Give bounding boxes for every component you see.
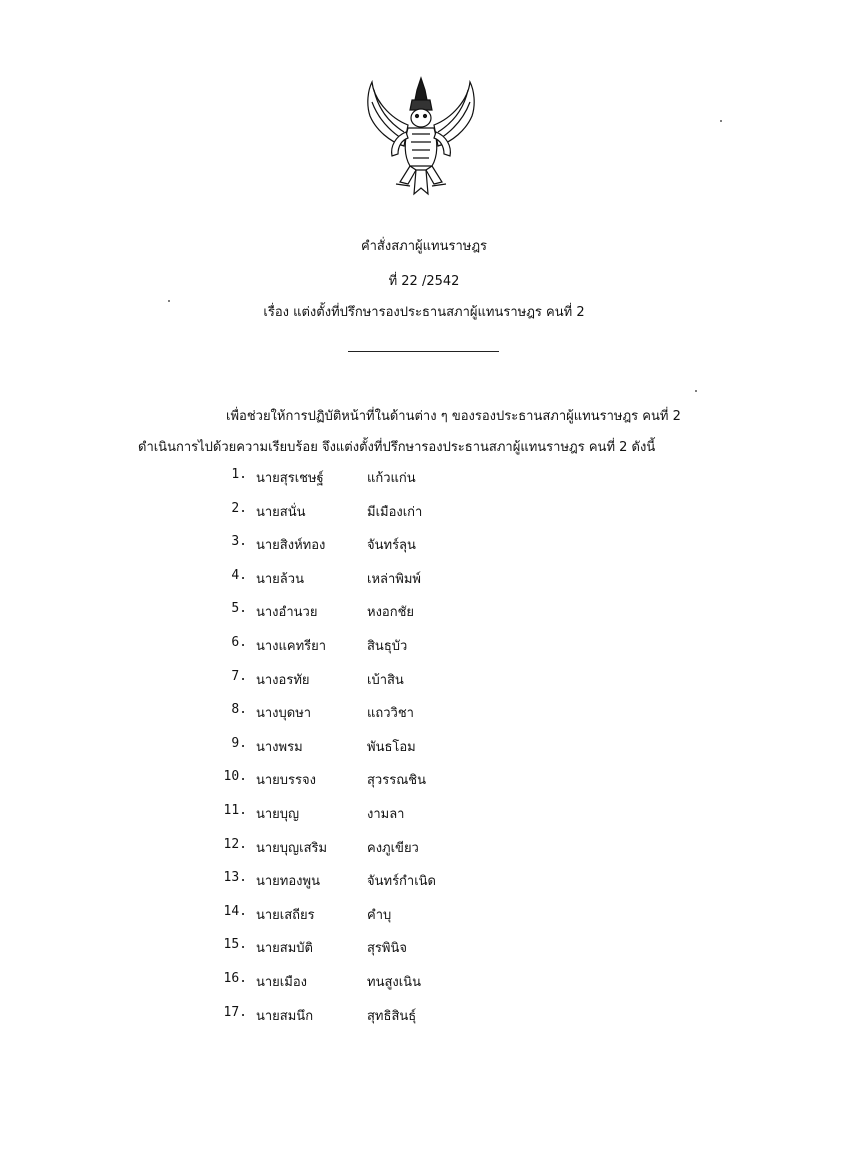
last-name: สุวรรณชิน bbox=[367, 773, 426, 789]
last-name: มีเมืองเก่า bbox=[367, 504, 423, 520]
list-item bbox=[0, 534, 848, 556]
last-name: แถววิชา bbox=[367, 706, 414, 722]
last-name: เบ้าสิน bbox=[367, 672, 404, 688]
last-name: งามลา bbox=[367, 807, 405, 822]
garuda-emblem-icon bbox=[360, 70, 482, 200]
list-item bbox=[0, 736, 848, 758]
item-number: 11. bbox=[223, 803, 247, 818]
first-name: นางอำนวย bbox=[256, 605, 318, 621]
last-name: แก้วแก่น bbox=[367, 471, 416, 486]
item-number: 4. bbox=[231, 567, 247, 583]
last-name: สินธุบัว bbox=[367, 639, 408, 654]
first-name: นายบรรจง bbox=[256, 773, 316, 789]
first-name: นางแคทรียา bbox=[256, 639, 327, 654]
item-number: 6. bbox=[231, 635, 247, 650]
item-number: 3. bbox=[231, 534, 247, 550]
first-name: นายเสถียร bbox=[256, 907, 315, 923]
first-name: นายสนั่น bbox=[256, 504, 306, 520]
item-number: 10. bbox=[223, 769, 247, 785]
item-number: 9. bbox=[231, 735, 247, 751]
list-item bbox=[0, 971, 848, 993]
first-name: นายสุรเชษฐ์ bbox=[256, 471, 324, 486]
item-number: 1. bbox=[231, 467, 247, 482]
first-name: นางบุดษา bbox=[256, 706, 312, 722]
scan-speck bbox=[720, 120, 722, 122]
item-number: 8. bbox=[231, 702, 247, 718]
item-number: 15. bbox=[223, 937, 247, 953]
list-item bbox=[0, 635, 848, 657]
list-item bbox=[0, 769, 848, 791]
list-item bbox=[0, 870, 848, 892]
paragraph-line-2: ดำเนินการไปด้วยความเรียบร้อย จึงแต่งตั้งที่ปรึกษารองประธานสภาผู้แทนราษฎร คนที่ 2 ดังนี้ bbox=[138, 440, 656, 455]
item-number: 13. bbox=[223, 870, 247, 886]
paragraph-line-1: เพื่อช่วยให้การปฏิบัติหน้าที่ในด้านต่าง ๆ ของรองประธานสภาผู้แทนราษฎร คนที่ 2 bbox=[226, 409, 681, 424]
list-item bbox=[0, 669, 848, 691]
divider-line bbox=[348, 351, 499, 352]
list-item bbox=[0, 568, 848, 590]
list-item bbox=[0, 803, 848, 825]
item-number: 12. bbox=[223, 836, 247, 852]
first-name: นายล้วน bbox=[256, 571, 304, 587]
list-item bbox=[0, 1005, 848, 1027]
last-name: พันธโอม bbox=[367, 739, 416, 755]
item-number: 7. bbox=[231, 668, 247, 684]
last-name: เหล่าพิมพ์ bbox=[367, 571, 421, 587]
scan-speck bbox=[695, 390, 697, 392]
list-item bbox=[0, 601, 848, 623]
first-name: นายสมนึก bbox=[256, 1008, 314, 1024]
subject-line: เรื่อง แต่งตั้งที่ปรึกษารองประธานสภาผู้แทนราษฎร คนที่ 2 bbox=[263, 305, 585, 320]
list-item bbox=[0, 501, 848, 523]
last-name: คงภูเขียว bbox=[367, 840, 419, 856]
item-number: 14. bbox=[223, 903, 247, 919]
first-name: นายสมบัติ bbox=[256, 941, 314, 957]
item-number: 2. bbox=[231, 500, 247, 516]
first-name: นายสิงห์ทอง bbox=[256, 538, 326, 554]
first-name: นายบุญ bbox=[256, 807, 300, 822]
last-name: สุทธิสินธุ์ bbox=[367, 1008, 417, 1024]
list-item bbox=[0, 837, 848, 859]
list-item bbox=[0, 904, 848, 926]
item-number: 16. bbox=[223, 971, 247, 986]
list-item bbox=[0, 937, 848, 959]
last-name: ทนสูงเนิน bbox=[367, 975, 421, 990]
first-name: นายเมือง bbox=[256, 975, 307, 990]
last-name: สุรพินิจ bbox=[367, 941, 407, 957]
first-name: นางพรม bbox=[256, 739, 303, 755]
last-name: คำบุ bbox=[367, 907, 392, 923]
item-number: 17. bbox=[223, 1004, 247, 1020]
document-title: คำสั่งสภาผู้แทนราษฎร bbox=[360, 239, 488, 254]
last-name: หงอกชัย bbox=[367, 605, 415, 621]
last-name: จันทร์ลุน bbox=[367, 538, 416, 554]
list-item bbox=[0, 702, 848, 724]
order-number: ที่ 22 /2542 bbox=[388, 274, 460, 289]
first-name: นางอรทัย bbox=[256, 672, 310, 688]
first-name: นายทองพูน bbox=[256, 874, 320, 890]
list-item bbox=[0, 467, 848, 489]
last-name: จันทร์กำเนิด bbox=[367, 874, 436, 890]
first-name: นายบุญเสริม bbox=[256, 840, 328, 856]
item-number: 5. bbox=[231, 601, 247, 617]
scan-speck bbox=[168, 300, 170, 302]
